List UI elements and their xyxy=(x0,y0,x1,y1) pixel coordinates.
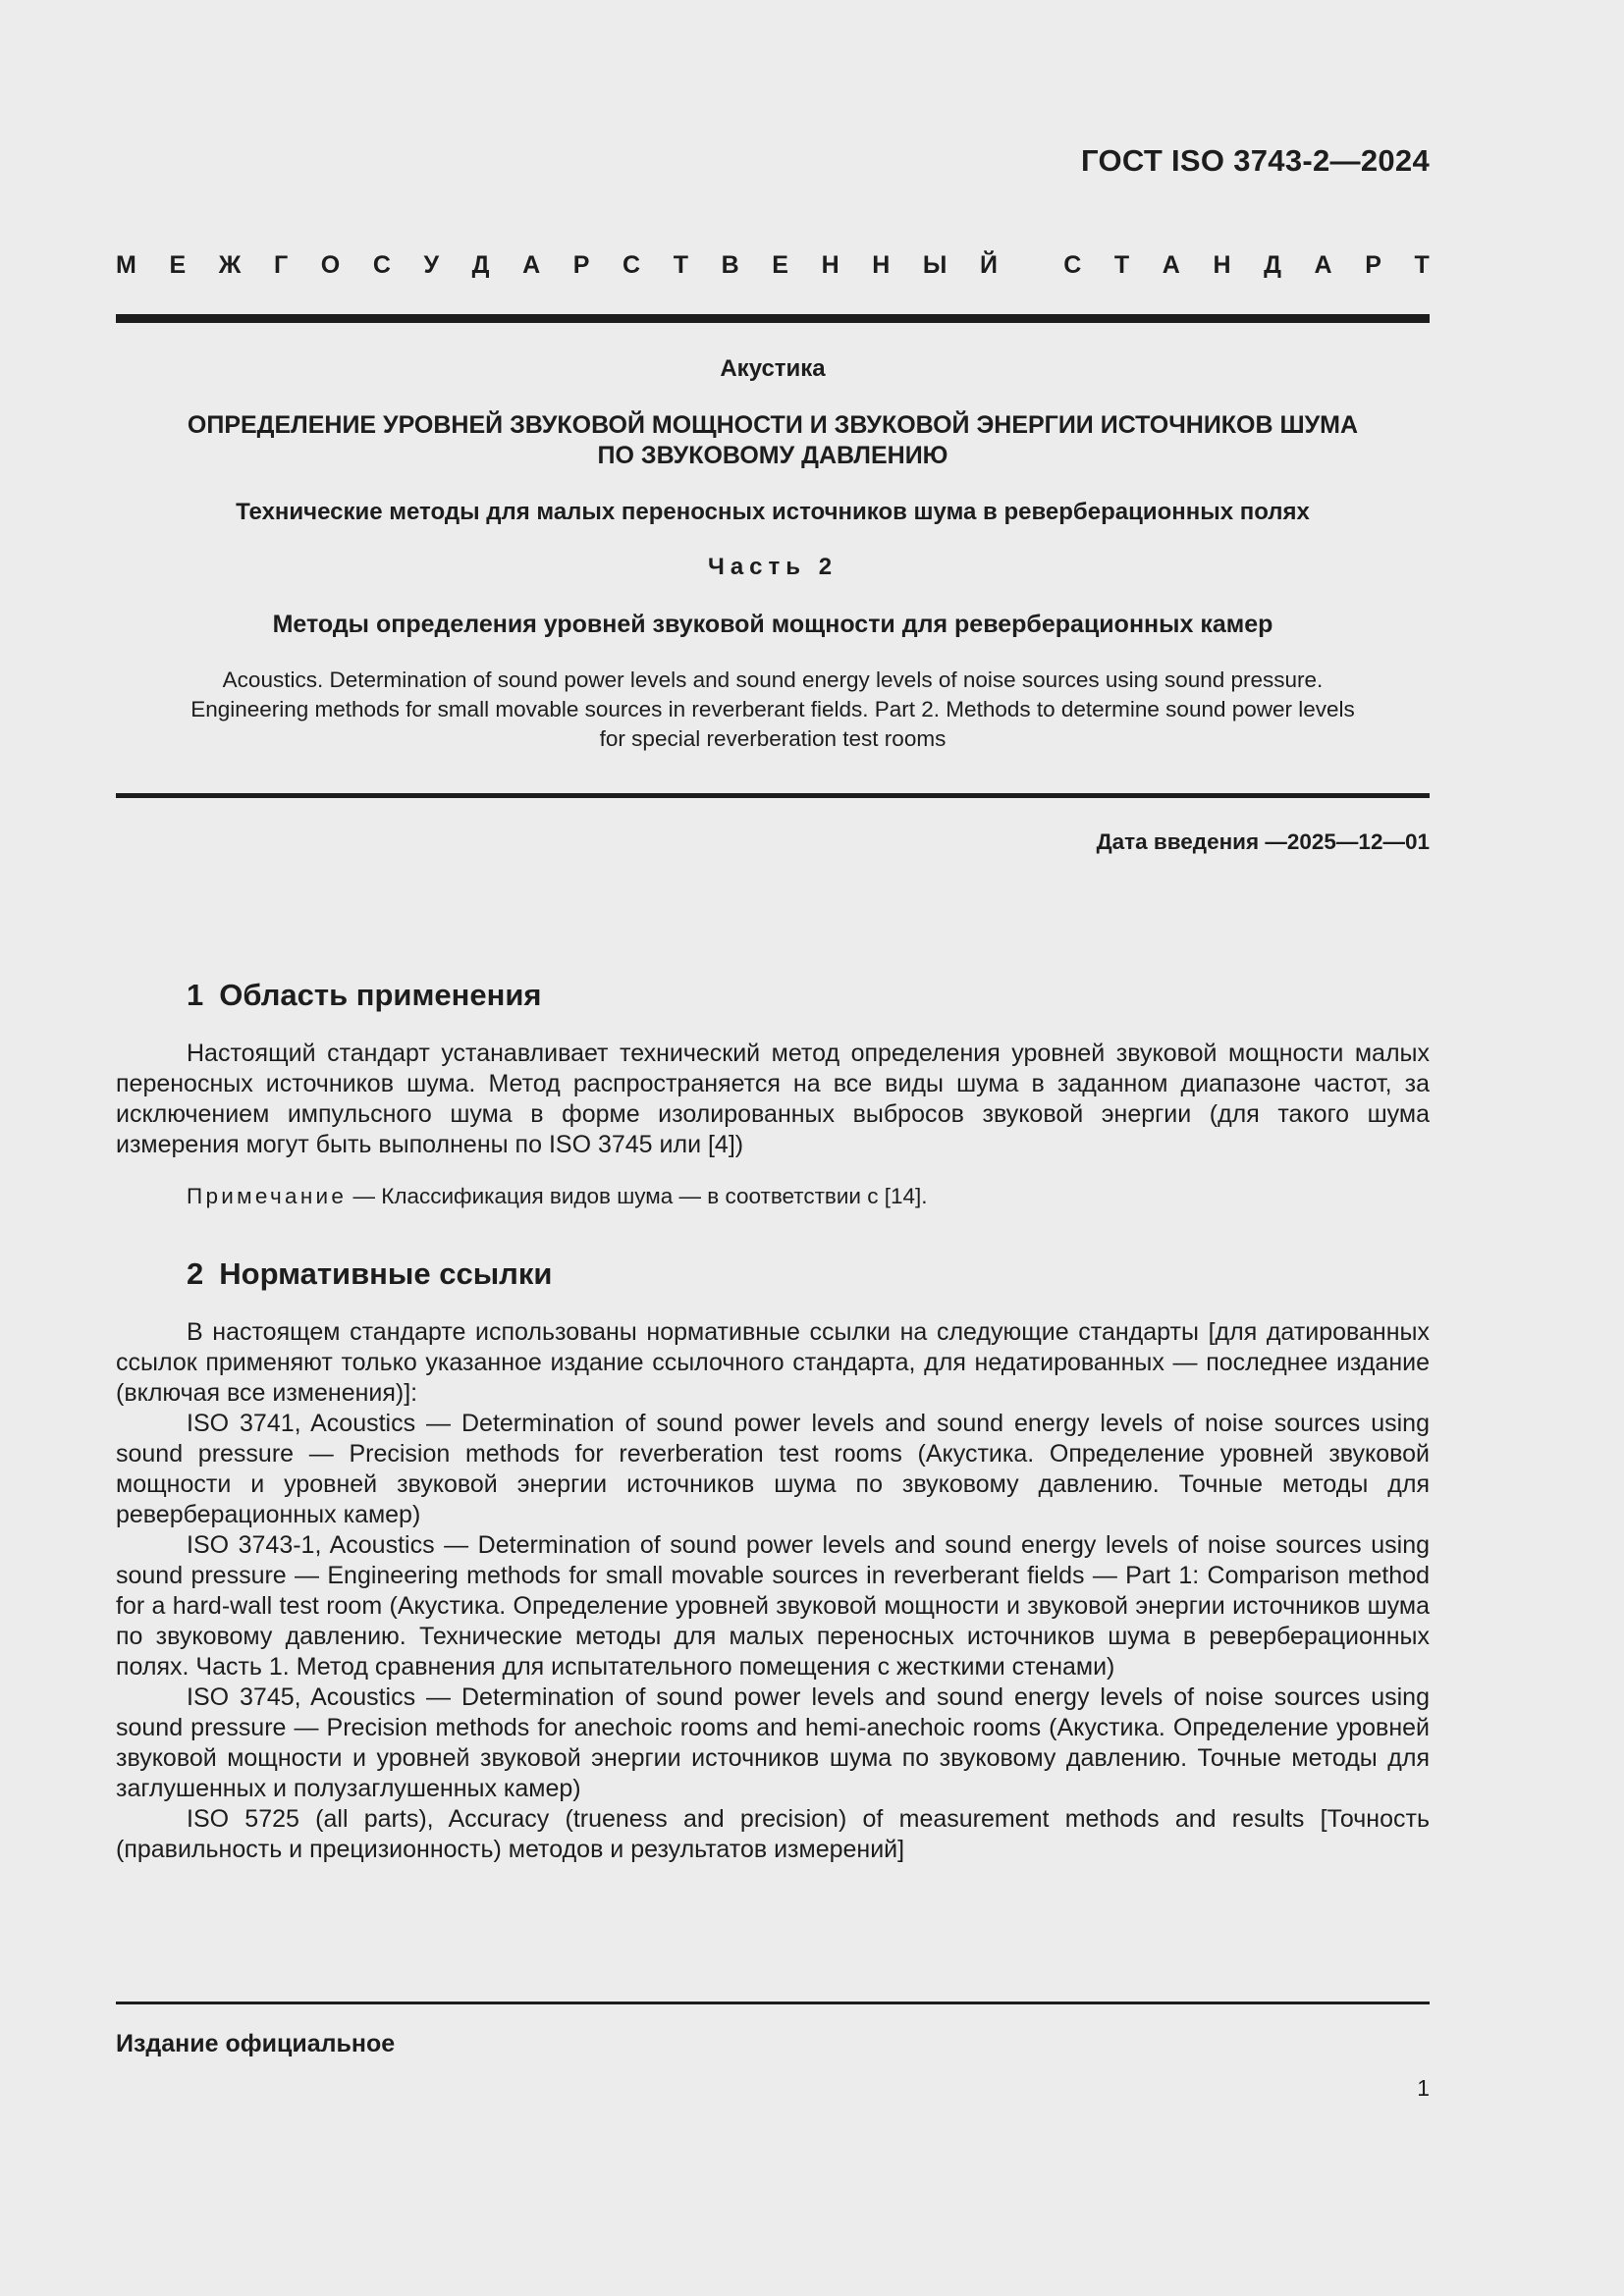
reference-item: ISO 5725 (all parts), Accuracy (trueness and precision) of measurement methods and results [Точность (правильность и прецизионность) методов и результатов измерений] xyxy=(116,1805,1430,1863)
reference-item: ISO 3741, Acoustics — Determination of sound power levels and sound energy levels of noise sources using sound pressure — Precision methods for reverberation test rooms (Акустика. Определение уровней звуковой мощности и уровней звуковой энергии источников шума по звуковому давлению. Точные методы для реверберационных камер) xyxy=(116,1410,1430,1528)
header-letter: Т xyxy=(673,251,688,279)
header-letter: А xyxy=(1314,251,1332,279)
part-title: Методы определения уровней звуковой мощности для реверберационных камер xyxy=(272,611,1273,638)
section-title: Нормативные ссылки xyxy=(219,1256,553,1291)
english-title-line: Acoustics. Determination of sound power levels and sound energy levels of noise sources using sound pressure. xyxy=(222,667,1324,692)
header-letter: Г xyxy=(273,251,289,279)
header-letter: Й xyxy=(980,251,998,279)
header-divider xyxy=(116,314,1430,323)
field-title: Акустика xyxy=(720,355,826,382)
standard-type-header xyxy=(116,251,1430,280)
introduction-date: Дата введения —2025—12—01 xyxy=(1096,829,1430,854)
main-title xyxy=(116,410,1430,471)
section-1-body xyxy=(116,1039,1430,1160)
header-letter: Е xyxy=(169,251,187,279)
header-letter: Ы xyxy=(922,251,947,279)
reference-item: ISO 3743-1, Acoustics — Determination of sound power levels and sound energy levels of noise sources using sound pressure — Engineering methods for small movable sources in reverberant fields — Part 1: Comparison method for a hard-wall test room (Акустика. Определение уровней звуковой мощности и звуковой энергии источников шума по звуковому давлению. Технические методы для малых переносных источников шума в реверберационных полях. Часть 1. Метод сравнения для испытательного помещения с жесткими стенами) xyxy=(116,1531,1430,1681)
main-title-line: ПО ЗВУКОВОМУ ДАВЛЕНИЮ xyxy=(597,442,948,469)
header-letter: Т xyxy=(1414,251,1430,279)
header-letter: А xyxy=(522,251,541,279)
header-letter: Д xyxy=(471,251,490,279)
part-number: Часть 2 xyxy=(707,554,839,580)
header-letter: Н xyxy=(821,251,839,279)
header-letter: С xyxy=(623,251,641,279)
header-letter: О xyxy=(320,251,341,279)
subtitle: Технические методы для малых переносных источников шума в реверберационных полях xyxy=(236,499,1310,525)
note-text: — Классификация видов шума — в соответствии с [14]. xyxy=(347,1184,928,1208)
header-letter: Е xyxy=(772,251,788,279)
header-letter: С xyxy=(372,251,391,279)
main-title-line: ОПРЕДЕЛЕНИЕ УРОВНЕЙ ЗВУКОВОЙ МОЩНОСТИ И ЗВУКОВОЙ ЭНЕРГИИ ИСТОЧНИКОВ ШУМА xyxy=(187,411,1359,439)
header-letter: Н xyxy=(1213,251,1231,279)
section-number: 1 xyxy=(187,978,204,1012)
section-title: Область применения xyxy=(219,978,542,1012)
page-number: 1 xyxy=(1417,2075,1430,2101)
title-divider xyxy=(116,793,1430,798)
english-title xyxy=(116,666,1430,754)
header-letter: С xyxy=(1063,251,1082,279)
note-label: Примечание xyxy=(187,1184,348,1208)
header-letter: Т xyxy=(1113,251,1130,279)
paragraph: Настоящий стандарт устанавливает технический метод определения уровней звуковой мощности малых переносных источников шума. Метод распространяется на все виды шума в заданном диапазоне частот, за исключением импульсного шума в форме изолированных выбросов звуковой энергии (для такого шума измерения могут быть выполнены по ISO 3745 или [4]) xyxy=(116,1040,1430,1158)
header-letter: Ж xyxy=(218,251,242,279)
header-letter: У xyxy=(423,251,440,279)
reference-item: ISO 3745, Acoustics — Determination of sound power levels and sound energy levels of noise sources using sound pressure — Precision methods for anechoic rooms and hemi-anechoic rooms (Акустика. Определение уровней звуковой мощности и уровней звуковой энергии источников шума по звуковому давлению. Точные методы для заглушенных и полузаглушенных камер) xyxy=(116,1683,1430,1802)
section-2-body xyxy=(116,1317,1430,1865)
official-edition-label: Издание официальное xyxy=(116,2030,396,2057)
section-number: 2 xyxy=(187,1256,204,1291)
header-letter: В xyxy=(721,251,739,279)
paragraph: В настоящем стандарте использованы нормативные ссылки на следующие стандарты [для датированных ссылок применяют только указанное издание ссылочного стандарта, для недатированных — последнее издание (включая все изменения)]: xyxy=(116,1318,1430,1407)
english-title-line: for special reverberation test rooms xyxy=(599,726,947,751)
document-code: ГОСТ ISO 3743-2—2024 xyxy=(1081,143,1430,178)
footer-divider xyxy=(116,2002,1430,2004)
header-letter: А xyxy=(1162,251,1180,279)
note xyxy=(187,1184,928,1209)
header-letter: М xyxy=(116,251,136,279)
section-1-heading xyxy=(187,978,542,1013)
header-letter: Р xyxy=(572,251,590,279)
section-2-heading xyxy=(187,1256,552,1292)
header-letter: Р xyxy=(1365,251,1381,279)
english-title-line: Engineering methods for small movable sources in reverberant fields. Part 2. Methods to determine sound power levels xyxy=(190,697,1355,721)
header-letter: Н xyxy=(872,251,891,279)
header-letter: Д xyxy=(1264,251,1281,279)
